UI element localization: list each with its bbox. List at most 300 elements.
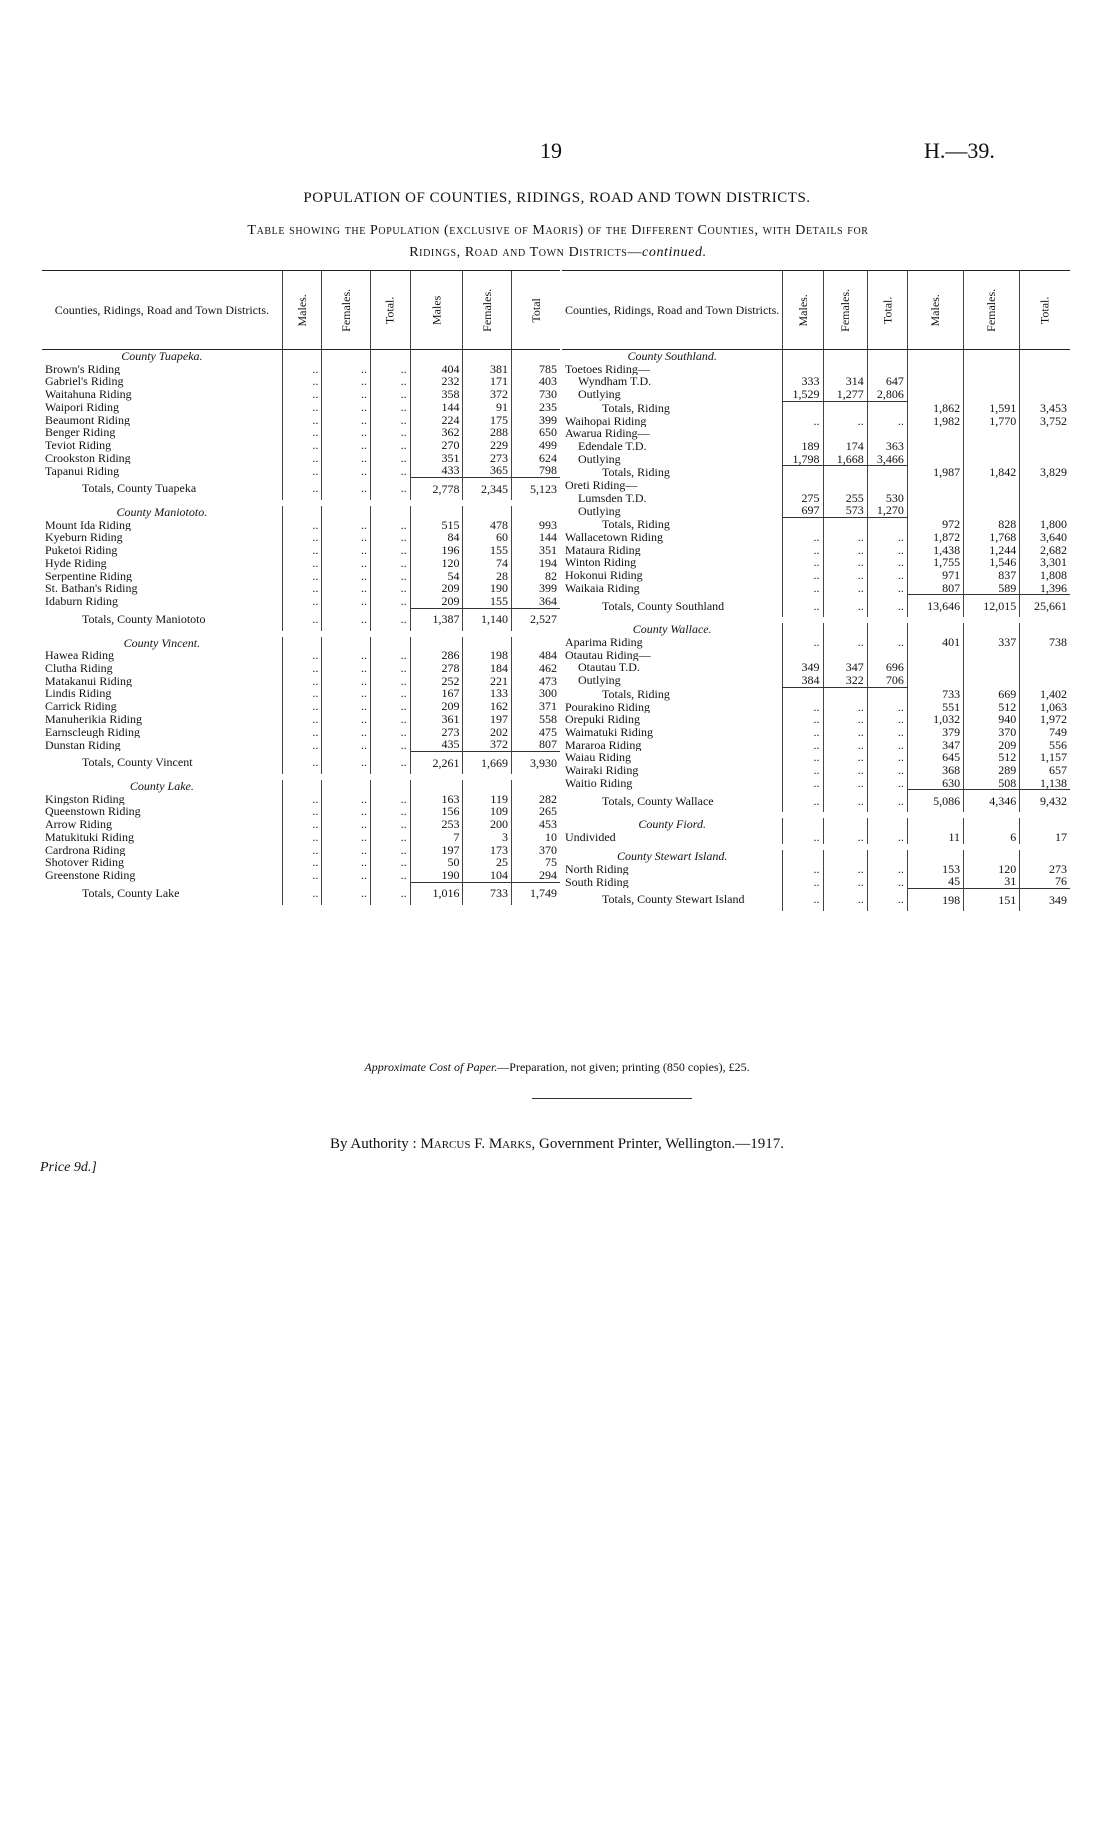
- empty-cell: [282, 780, 322, 793]
- riding-total-cell: 1,138: [1020, 777, 1070, 790]
- riding-total-cell: 558: [511, 713, 560, 726]
- column-header-total: Total.: [879, 296, 894, 324]
- district-total-cell: ..: [370, 856, 410, 869]
- totals-row: [42, 608, 560, 631]
- riding-males-cell: 358: [410, 388, 463, 401]
- table-row: [562, 687, 1070, 700]
- district-females-cell: ..: [823, 636, 867, 649]
- district-males-cell: ..: [282, 478, 322, 501]
- table-row: [562, 582, 1070, 595]
- riding-males-cell: [907, 375, 963, 388]
- riding-females-cell: [964, 440, 1020, 453]
- district-name: Clutha Riding: [45, 662, 113, 675]
- district-males-cell: 333: [783, 375, 823, 388]
- footer-divider: [532, 1098, 692, 1099]
- riding-total-cell: 364: [511, 595, 560, 608]
- district-females-cell: ..: [322, 700, 370, 713]
- table-row: [562, 388, 1070, 401]
- district-females-cell: ..: [322, 649, 370, 662]
- table-row: [562, 875, 1070, 888]
- table-row: [42, 414, 560, 427]
- district-females-cell: ..: [322, 831, 370, 844]
- district-males-cell: ..: [282, 831, 322, 844]
- district-name: Aparima Riding: [565, 636, 643, 649]
- district-females-cell: [823, 479, 867, 492]
- riding-females-cell: [964, 649, 1020, 662]
- district-name: Hokonui Riding: [565, 568, 643, 582]
- riding-females-cell: 190: [463, 582, 511, 595]
- empty-cell: [907, 350, 963, 363]
- district-females-cell: ..: [322, 439, 370, 452]
- district-total-cell: ..: [370, 582, 410, 595]
- riding-total-cell: 282: [511, 793, 560, 806]
- district-males-cell: ..: [783, 863, 823, 876]
- district-total-cell: [867, 518, 907, 531]
- district-name: Matakanui Riding: [45, 674, 132, 688]
- riding-females-cell: 1,669: [463, 751, 511, 774]
- riding-females-cell: 119: [463, 793, 511, 806]
- district-females-cell: ..: [823, 888, 867, 911]
- riding-males-cell: 13,646: [907, 595, 963, 618]
- district-females-cell: 347: [823, 661, 867, 674]
- empty-cell: [410, 780, 463, 793]
- district-males-cell: ..: [282, 388, 322, 401]
- riding-males-cell: 351: [410, 452, 463, 465]
- district-males-cell: ..: [282, 844, 322, 857]
- table-row: [42, 557, 560, 570]
- table-row: [42, 582, 560, 595]
- riding-females-cell: 372: [463, 388, 511, 401]
- riding-total-cell: [1020, 674, 1070, 687]
- table-row: [42, 519, 560, 532]
- district-females-cell: ..: [322, 793, 370, 806]
- riding-males-cell: 167: [410, 687, 463, 700]
- column-header-females-2: Females.: [984, 288, 999, 332]
- district-females-cell: 322: [823, 674, 867, 687]
- district-females-cell: ..: [823, 544, 867, 557]
- district-females-cell: ..: [823, 531, 867, 544]
- district-name: Awarua Riding—: [565, 427, 650, 440]
- riding-males-cell: [907, 479, 963, 492]
- riding-females-cell: 155: [463, 595, 511, 608]
- table-row: [562, 764, 1070, 777]
- district-name: Dunstan Riding: [45, 738, 121, 752]
- district-males-cell: [783, 518, 823, 531]
- district-males-cell: ..: [783, 556, 823, 569]
- table-row: [42, 570, 560, 583]
- district-females-cell: ..: [823, 790, 867, 813]
- district-males-cell: ..: [783, 790, 823, 813]
- riding-total-cell: 624: [511, 452, 560, 465]
- riding-total-cell: 82: [511, 570, 560, 583]
- district-name: Beaumont Riding: [45, 413, 130, 427]
- empty-cell: [1020, 350, 1070, 363]
- riding-total-cell: [1020, 427, 1070, 440]
- county-heading: County Tuapeka.: [121, 349, 203, 363]
- riding-males-cell: [907, 649, 963, 662]
- district-total-cell: ..: [370, 608, 410, 631]
- district-name: Benger Riding: [45, 426, 116, 439]
- district-name: North Riding: [565, 862, 629, 876]
- district-name: Totals, Riding: [602, 687, 670, 701]
- subtitle-line-2: [8, 242, 1108, 264]
- table-row: [42, 713, 560, 726]
- district-total-cell: ..: [370, 519, 410, 532]
- riding-females-cell: 2,345: [463, 478, 511, 501]
- riding-males-cell: 1,755: [907, 556, 963, 569]
- riding-males-cell: 362: [410, 426, 463, 439]
- riding-total-cell: [1020, 649, 1070, 662]
- district-females-cell: ..: [322, 544, 370, 557]
- table-row: [562, 531, 1070, 544]
- district-name: Manuherikia Riding: [45, 712, 142, 726]
- district-name: Hyde Riding: [45, 556, 107, 570]
- riding-total-cell: 300: [511, 687, 560, 700]
- district-males-cell: ..: [282, 452, 322, 465]
- riding-total-cell: 462: [511, 662, 560, 675]
- riding-males-cell: [907, 363, 963, 376]
- riding-females-cell: 6: [964, 831, 1020, 844]
- district-total-cell: ..: [370, 570, 410, 583]
- district-name: Toetoes Riding—: [565, 362, 650, 376]
- table-row: [562, 636, 1070, 649]
- riding-total-cell: 371: [511, 700, 560, 713]
- riding-total-cell: [1020, 375, 1070, 388]
- table-row: [42, 675, 560, 688]
- county-heading: County Fiord.: [638, 817, 706, 832]
- district-name: Serpentine Riding: [45, 569, 132, 583]
- district-name: Idaburn Riding: [45, 594, 118, 609]
- riding-males-cell: 209: [410, 595, 463, 608]
- district-females-cell: ..: [322, 882, 370, 905]
- district-males-cell: ..: [783, 569, 823, 582]
- district-females-cell: ..: [322, 726, 370, 739]
- riding-males-cell: 2,261: [410, 751, 463, 774]
- riding-total-cell: 3,752: [1020, 415, 1070, 428]
- district-name: Edendale T.D.: [578, 439, 647, 453]
- riding-females-cell: 1,842: [964, 466, 1020, 479]
- district-total-cell: ..: [370, 700, 410, 713]
- district-females-cell: [823, 466, 867, 479]
- district-total-cell: ..: [867, 531, 907, 544]
- riding-total-cell: 484: [511, 649, 560, 662]
- district-name: Oreti Riding—: [565, 479, 638, 492]
- district-name: Hawea Riding: [45, 649, 114, 663]
- riding-males-cell: 807: [907, 582, 963, 595]
- table-header-left: [42, 271, 560, 350]
- district-females-cell: ..: [322, 805, 370, 818]
- riding-total-cell: 1,396: [1020, 582, 1070, 595]
- table-row: [42, 464, 560, 477]
- riding-females-cell: 202: [463, 726, 511, 739]
- district-total-cell: ..: [867, 777, 907, 790]
- riding-females-cell: 173: [463, 844, 511, 857]
- column-header-name: Counties, Ridings, Road and Town Districts.: [562, 271, 783, 350]
- riding-males-cell: 5,086: [907, 790, 963, 813]
- district-males-cell: ..: [783, 701, 823, 714]
- riding-females-cell: 31: [964, 875, 1020, 888]
- district-name: Wallacetown Riding: [565, 530, 664, 544]
- district-males-cell: [783, 427, 823, 440]
- district-females-cell: ..: [322, 375, 370, 388]
- district-females-cell: 174: [823, 440, 867, 453]
- district-name: Undivided: [565, 831, 616, 844]
- riding-males-cell: 433: [410, 464, 463, 477]
- district-males-cell: ..: [282, 608, 322, 631]
- district-females-cell: ..: [322, 869, 370, 882]
- totals-label: Totals, County Stewart Island: [602, 892, 745, 907]
- district-males-cell: ..: [783, 636, 823, 649]
- district-males-cell: ..: [783, 751, 823, 764]
- district-name: South Riding: [565, 875, 629, 889]
- county-heading-row: [562, 850, 1070, 863]
- district-total-cell: ..: [370, 675, 410, 688]
- riding-males-cell: 1,982: [907, 415, 963, 428]
- district-females-cell: ..: [322, 452, 370, 465]
- riding-males-cell: 144: [410, 401, 463, 414]
- riding-total-cell: 453: [511, 818, 560, 831]
- riding-males-cell: 368: [907, 764, 963, 777]
- district-females-cell: ..: [823, 556, 867, 569]
- riding-females-cell: 372: [463, 738, 511, 751]
- column-header-males: Males.: [294, 293, 309, 327]
- table-row: [42, 726, 560, 739]
- riding-males-cell: 1,032: [907, 713, 963, 726]
- district-females-cell: ..: [823, 764, 867, 777]
- empty-cell: [964, 850, 1020, 863]
- riding-females-cell: 4,346: [964, 790, 1020, 813]
- district-females-cell: ..: [322, 401, 370, 414]
- riding-females-cell: [964, 427, 1020, 440]
- empty-cell: [322, 350, 370, 363]
- riding-males-cell: [907, 388, 963, 401]
- riding-total-cell: 1,157: [1020, 751, 1070, 764]
- table-subtitle: [8, 220, 1108, 264]
- riding-total-cell: 3,301: [1020, 556, 1070, 569]
- district-males-cell: ..: [282, 751, 322, 774]
- district-name: Queenstown Riding: [45, 805, 141, 819]
- authority-line: [0, 1136, 1114, 1153]
- district-males-cell: 1,798: [783, 453, 823, 466]
- district-females-cell: [823, 427, 867, 440]
- riding-males-cell: 733: [907, 687, 963, 700]
- district-total-cell: ..: [867, 415, 907, 428]
- column-header-males-2: Males: [429, 295, 444, 325]
- riding-males-cell: 645: [907, 751, 963, 764]
- empty-cell: [282, 350, 322, 363]
- riding-males-cell: 252: [410, 675, 463, 688]
- district-total-cell: ..: [370, 531, 410, 544]
- riding-males-cell: 209: [410, 700, 463, 713]
- district-total-cell: 530: [867, 492, 907, 505]
- riding-females-cell: 370: [964, 726, 1020, 739]
- district-males-cell: 189: [783, 440, 823, 453]
- riding-females-cell: 155: [463, 544, 511, 557]
- district-total-cell: ..: [370, 388, 410, 401]
- riding-males-cell: 209: [410, 582, 463, 595]
- totals-label: Totals, County Lake: [82, 886, 180, 900]
- riding-males-cell: [907, 453, 963, 466]
- riding-males-cell: 404: [410, 363, 463, 376]
- riding-total-cell: 1,749: [511, 882, 560, 905]
- riding-total-cell: [1020, 479, 1070, 492]
- riding-females-cell: 133: [463, 687, 511, 700]
- riding-total-cell: 399: [511, 582, 560, 595]
- district-males-cell: ..: [282, 856, 322, 869]
- district-name: Waitahuna Riding: [45, 388, 132, 401]
- riding-females-cell: 337: [964, 636, 1020, 649]
- table-row: [42, 649, 560, 662]
- district-name: Outlying: [578, 674, 621, 688]
- riding-males-cell: 120: [410, 557, 463, 570]
- riding-females-cell: 1,546: [964, 556, 1020, 569]
- district-males-cell: ..: [282, 401, 322, 414]
- riding-females-cell: 1,140: [463, 608, 511, 631]
- district-total-cell: ..: [370, 439, 410, 452]
- riding-total-cell: [1020, 440, 1070, 453]
- county-heading: County Stewart Island.: [617, 848, 728, 863]
- cost-text: —Preparation, not given; printing (850 copies), £25.: [497, 1060, 750, 1074]
- riding-total-cell: 273: [1020, 863, 1070, 876]
- table-row: [42, 869, 560, 882]
- county-heading-row: [42, 637, 560, 650]
- riding-total-cell: 10: [511, 831, 560, 844]
- riding-males-cell: 972: [907, 518, 963, 531]
- district-males-cell: ..: [783, 875, 823, 888]
- table-row: [42, 452, 560, 465]
- district-total-cell: ..: [867, 751, 907, 764]
- riding-total-cell: 993: [511, 519, 560, 532]
- empty-cell: [463, 350, 511, 363]
- riding-females-cell: 512: [964, 701, 1020, 714]
- riding-females-cell: 209: [964, 739, 1020, 752]
- district-males-cell: ..: [783, 764, 823, 777]
- riding-males-cell: 379: [907, 726, 963, 739]
- district-name: Otautau Riding—: [565, 648, 651, 662]
- riding-females-cell: 104: [463, 869, 511, 882]
- table-row: [562, 831, 1070, 844]
- table-row: [42, 388, 560, 401]
- totals-label: Totals, County Southland: [602, 598, 725, 613]
- empty-cell: [783, 350, 823, 363]
- table-row: [42, 793, 560, 806]
- riding-total-cell: 556: [1020, 739, 1070, 752]
- riding-total-cell: [1020, 388, 1070, 401]
- district-females-cell: ..: [322, 738, 370, 751]
- district-females-cell: ..: [322, 713, 370, 726]
- district-total-cell: 647: [867, 375, 907, 388]
- empty-cell: [823, 350, 867, 363]
- district-total-cell: ..: [370, 793, 410, 806]
- subtitle-line-1: Table showing the Population (exclusive of Maoris) of the Different Counties, with Details for: [247, 223, 869, 238]
- riding-total-cell: 1,800: [1020, 518, 1070, 531]
- empty-cell: [410, 506, 463, 519]
- table-row: [42, 595, 560, 608]
- riding-total-cell: 1,063: [1020, 701, 1070, 714]
- district-males-cell: ..: [282, 675, 322, 688]
- district-total-cell: ..: [370, 831, 410, 844]
- riding-males-cell: 196: [410, 544, 463, 557]
- county-heading-row: [562, 350, 1070, 363]
- totals-label: Totals, County Wallace: [602, 793, 714, 808]
- riding-females-cell: 508: [964, 777, 1020, 790]
- riding-total-cell: 5,123: [511, 478, 560, 501]
- riding-females-cell: 1,591: [964, 401, 1020, 414]
- table-row: [562, 556, 1070, 569]
- county-heading: County Wallace.: [632, 622, 712, 637]
- riding-females-cell: 221: [463, 675, 511, 688]
- totals-row: [562, 595, 1070, 618]
- riding-females-cell: [964, 661, 1020, 674]
- district-males-cell: ..: [282, 726, 322, 739]
- district-females-cell: ..: [322, 478, 370, 501]
- riding-females-cell: 197: [463, 713, 511, 726]
- district-name: Gabriel's Riding: [45, 375, 124, 389]
- district-name: Brown's Riding: [45, 362, 121, 376]
- table-row: [562, 726, 1070, 739]
- riding-males-cell: 347: [907, 739, 963, 752]
- district-males-cell: ..: [282, 426, 322, 439]
- district-females-cell: ..: [823, 582, 867, 595]
- district-males-cell: ..: [282, 738, 322, 751]
- riding-total-cell: 499: [511, 439, 560, 452]
- riding-males-cell: 197: [410, 844, 463, 857]
- riding-males-cell: 2,778: [410, 478, 463, 501]
- riding-females-cell: 512: [964, 751, 1020, 764]
- totals-row: [562, 790, 1070, 813]
- district-name: Kyeburn Riding: [45, 531, 123, 545]
- page-title: POPULATION OF COUNTIES, RIDINGS, ROAD AND TOWN DISTRICTS.: [303, 190, 811, 206]
- table-row: [42, 426, 560, 439]
- riding-total-cell: 25,661: [1020, 595, 1070, 618]
- district-males-cell: ..: [282, 531, 322, 544]
- district-name: Waimatuki Riding: [565, 725, 654, 739]
- riding-males-cell: 50: [410, 856, 463, 869]
- report-reference: H.—39.: [924, 138, 995, 163]
- district-females-cell: ..: [823, 875, 867, 888]
- riding-total-cell: 349: [1020, 888, 1070, 911]
- riding-total-cell: 9,432: [1020, 790, 1070, 813]
- riding-males-cell: [907, 674, 963, 687]
- district-females-cell: 255: [823, 492, 867, 505]
- riding-total-cell: 738: [1020, 636, 1070, 649]
- riding-females-cell: [964, 388, 1020, 401]
- district-males-cell: ..: [282, 363, 322, 376]
- riding-total-cell: 1,402: [1020, 687, 1070, 700]
- riding-females-cell: 12,015: [964, 595, 1020, 618]
- riding-males-cell: 224: [410, 414, 463, 427]
- district-males-cell: [783, 687, 823, 700]
- district-females-cell: ..: [322, 557, 370, 570]
- district-males-cell: ..: [282, 700, 322, 713]
- district-females-cell: ..: [322, 464, 370, 477]
- district-males-cell: ..: [783, 415, 823, 428]
- population-table-right: [562, 270, 1070, 911]
- authority-prefix: By Authority :: [330, 1136, 417, 1152]
- district-total-cell: ..: [370, 662, 410, 675]
- district-total-cell: 696: [867, 661, 907, 674]
- riding-males-cell: [907, 427, 963, 440]
- district-total-cell: ..: [370, 726, 410, 739]
- riding-males-cell: 515: [410, 519, 463, 532]
- empty-cell: [823, 850, 867, 863]
- district-males-cell: ..: [282, 519, 322, 532]
- riding-females-cell: 940: [964, 713, 1020, 726]
- district-females-cell: ..: [823, 713, 867, 726]
- district-females-cell: ..: [322, 388, 370, 401]
- riding-females-cell: 200: [463, 818, 511, 831]
- riding-total-cell: 75: [511, 856, 560, 869]
